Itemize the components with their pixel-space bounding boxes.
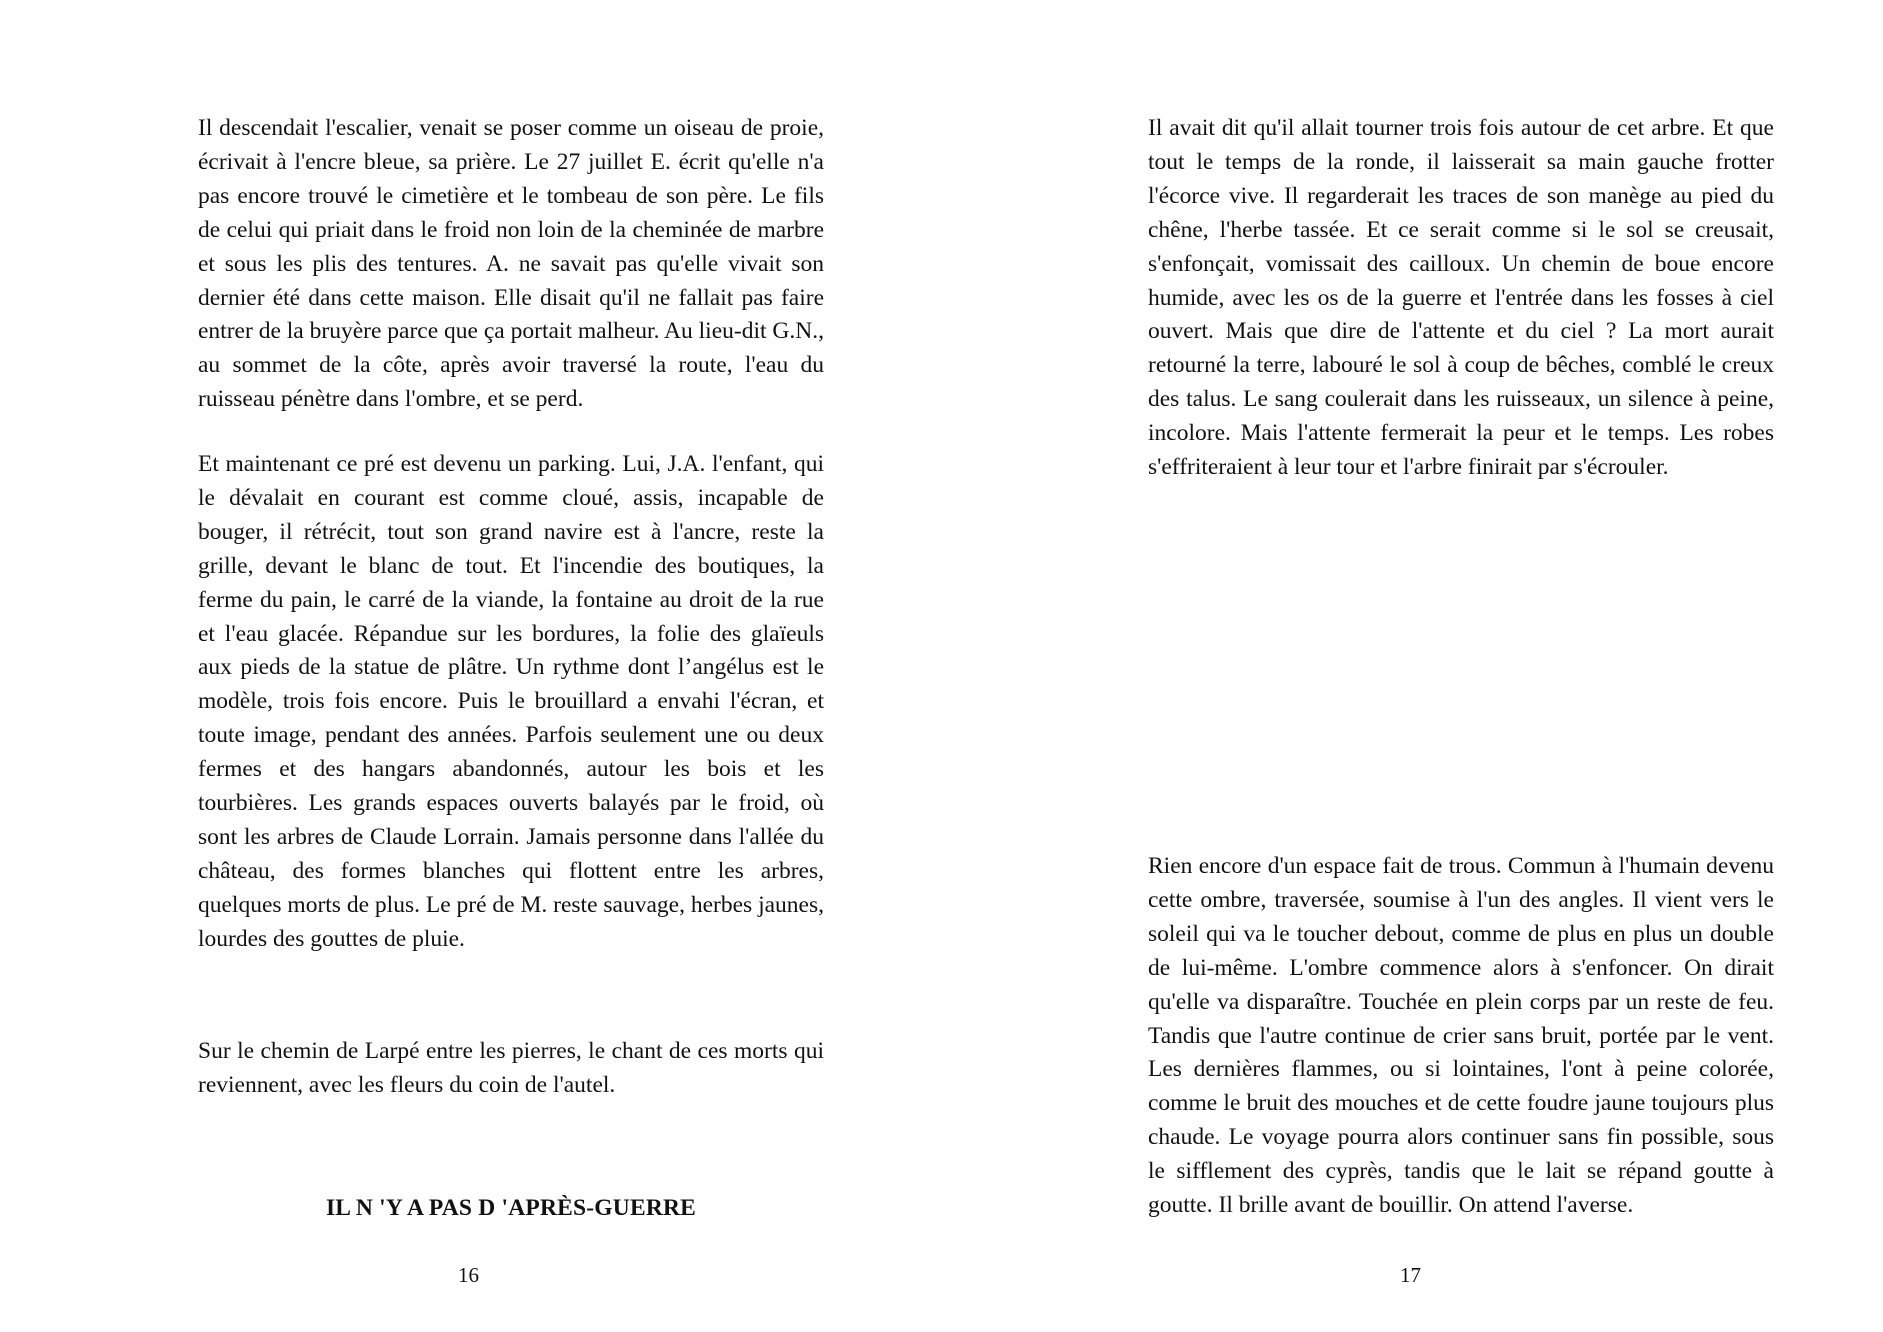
left-page: [0, 0, 941, 1332]
section-heading: IL N 'Y A PAS D 'APRÈS-GUERRE: [325, 1195, 697, 1221]
page-number-left: [0, 1260, 941, 1290]
left-paragraph-2: Et maintenant ce pré est devenu un parking. Lui, J.A. l'enfant, qui le dévalait en courant est comme cloué, assis, incapable de bouger, il rétrécit, tout son grand navire est à l'ancre, reste la grille, devant le blanc de tout. Et l'incendie des boutiques, la ferme du pain, le carré de la viande, la fontaine au droit de la rue et l'eau glacée. Répandue sur les bordures, la folie des glaïeuls aux pieds de la statue de plâtre. Un rythme dont l’angélus est le modèle, trois fois encore. Puis le brouillard a envahi l'écran, et toute image, pendant des années. Parfois seulement une ou deux fermes et des hangars abandonnés, autour les bois et les tourbières. Les grands espaces ouverts balayés par le froid, où sont les arbres de Claude Lorrain. Jamais personne dans l'allée du château, des formes blanches qui flottent entre les arbres, quelques morts de plus. Le pré de M. reste sauvage, herbes jaunes, lourdes des gouttes de pluie.: [198, 451, 824, 952]
left-paragraph-3: Sur le chemin de Larpé entre les pierres, le chant de ces morts qui reviennent, avec les fleurs du coin de l'autel.: [198, 1038, 824, 1098]
left-paragraph-1: Il descendait l'escalier, venait se poser comme un oiseau de proie, écrivait à l'encre bleue, sa prière. Le 27 juillet E. écrit qu'elle n'a pas encore trouvé le cimetière et le tombeau de son père. Le fils de celui qui priait dans le froid non loin de la cheminée de marbre et sous les plis des tentures. A. ne savait pas qu'elle vivait son dernier été dans cette maison. Elle disait qu'il ne fallait pas faire entrer de la bruyère parce que ça portait malheur. Au lieu-dit G.N., au sommet de la côte, après avoir traversé la route, l'eau du ruisseau pénètre dans l'ombre, et se perd.: [198, 115, 824, 413]
right-paragraph-2: Rien encore d'un espace fait de trous. Commun à l'humain devenu cette ombre, traversée, soumise à l'un des angles. Il vient vers le soleil qui va le toucher debout, comme de plus en plus un double de lui-même. L'ombre commence alors à s'enfoncer. On dirait qu'elle va disparaître. Touchée en plein corps par un reste de feu. Tandis que l'autre continue de crier sans bruit, portée par le vent. Les dernières flammes, ou si lointaines, l'ont à peine colorée, comme le bruit des mouches et de cette foudre jaune toujours plus chaude. Le voyage pourra alors continuer sans fin possible, sous le sifflement des cyprès, tandis que le lait se répand goutte à goutte. Il brille avant de bouillir. On attend l'averse.: [1148, 853, 1774, 1219]
page-number-right-text: 17: [1400, 1263, 1421, 1287]
right-page: [942, 0, 1883, 1332]
page-number-left-text: 16: [458, 1263, 479, 1287]
right-paragraph-1: Il avait dit qu'il allait tourner trois fois autour de cet arbre. Et que tout le temps de la ronde, il laisserait sa main gauche frotter l'écorce vive. Il regarderait les traces de son manège au pied du chêne, l'herbe tassée. Et ce serait comme si le sol se creusait, s'enfonçait, vomissait des cailloux. Un chemin de boue encore humide, avec les os de la guerre et l'entrée dans les fosses à ciel ouvert. Mais que dire de l'attente et du ciel ? La mort aurait retourné la terre, labouré le sol à coup de bêches, comblé le creux des talus. Le sang coulerait dans les ruisseaux, un silence à peine, incolore. Mais l'attente fermerait la peur et le temps. Les robes s'effriteraient à leur tour et l'arbre finirait par s'écrouler.: [1148, 115, 1774, 481]
page-number-right: [942, 1260, 1883, 1290]
